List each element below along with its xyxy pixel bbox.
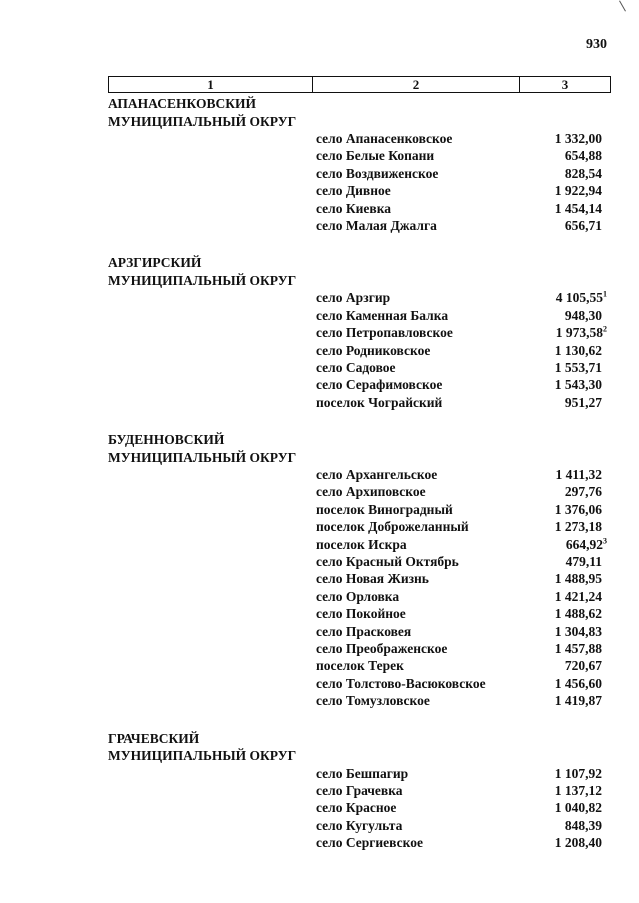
table-row [108,342,611,359]
locality-name: село Киевка [316,200,392,216]
value-number: 848,39 [564,817,602,833]
locality-name: село Грачевка [316,782,403,798]
locality-value [548,324,607,341]
locality-value [548,605,602,622]
locality-value [548,182,602,199]
locality-name: село Прасковея [316,623,412,639]
locality-name: село Архиповское [316,484,426,500]
district-block [108,429,611,709]
locality-name: село Красное [316,800,397,816]
value-number: 1 973,58 [555,325,603,341]
locality-name: село Преображенское [316,640,448,656]
table-row [108,675,611,692]
locality-name: поселок Доброжеланный [316,519,469,535]
locality-value [548,675,602,692]
value-number: 1 922,94 [554,183,602,199]
value-number: 1 488,95 [554,571,602,587]
locality-value [548,376,602,393]
locality-value [548,782,602,799]
locality-name: село Воздвиженское [316,165,439,181]
locality-value [548,130,602,147]
table-row [108,536,611,553]
locality-value [548,553,602,570]
district-block [108,252,611,411]
table-row [108,200,611,217]
table-row [108,483,611,500]
district-name-line1: БУДЕННОВСКИЙ [108,432,225,448]
locality-value [548,834,602,851]
table-row [108,130,611,147]
value-number: 951,27 [564,394,602,410]
header-col-2: 2 [313,77,520,92]
value-number: 1 421,24 [554,588,602,604]
value-number: 1 419,87 [554,693,602,709]
locality-name: село Дивное [316,183,391,199]
locality-value [548,799,602,816]
footnote-marker: 2 [603,324,607,334]
locality-name: поселок Чограйский [316,394,443,410]
value-number: 656,71 [564,217,602,233]
locality-value [548,623,602,640]
locality-value [548,483,602,500]
locality-value [548,147,602,164]
value-number: 1 208,40 [554,835,602,851]
table-row [108,376,611,393]
footnote-marker: 3 [603,536,607,546]
table-row [108,165,611,182]
page-number: 930 [586,37,607,52]
locality-name: село Новая Жизнь [316,571,429,587]
district-name-line1: АПАНАСЕНКОВСКИЙ [108,96,256,111]
table-row [108,324,611,341]
table-row [108,765,611,782]
district-name [108,252,328,289]
locality-name: село Белые Копани [316,148,435,164]
table-row [108,623,611,640]
locality-name: село Покойное [316,606,406,622]
district-block [108,93,611,234]
table-row [108,518,611,535]
header-col-1: 1 [109,77,313,92]
district-name-line2: МУНИЦИПАЛЬНЫЙ ОКРУГ [108,449,297,465]
value-number: 828,54 [564,165,602,181]
locality-value [548,165,602,182]
table-row [108,394,611,411]
locality-name: село Бешпагир [316,765,409,781]
district-name-line1: ГРАЧЕВСКИЙ [108,730,200,746]
value-number: 1 456,60 [554,675,602,691]
locality-name: село Орловка [316,588,400,604]
locality-name: село Красный Октябрь [316,554,459,570]
locality-name: село Родниковское [316,342,431,358]
locality-value [548,200,602,217]
table-row [108,570,611,587]
locality-value [548,640,602,657]
locality-name: село Архангельское [316,467,438,483]
table-row [108,657,611,674]
table-row [108,217,611,234]
table-row [108,588,611,605]
value-number: 297,76 [564,484,602,500]
locality-name: село Толстово-Васюковское [316,675,486,691]
table-row [108,307,611,324]
locality-value [548,570,602,587]
settlements-table [108,76,611,852]
table-row [108,147,611,164]
locality-name: село Кугульта [316,817,403,833]
locality-value [548,518,602,535]
locality-value [548,466,602,483]
locality-value [548,307,602,324]
value-number: 1 488,62 [554,606,602,622]
locality-name: село Сергиевское [316,835,423,851]
district-name-line2: МУНИЦИПАЛЬНЫЙ ОКРУГ [108,272,297,288]
value-number: 664,92 [565,536,603,552]
value-number: 1 553,71 [554,359,602,375]
locality-value [548,342,602,359]
table-row [108,782,611,799]
locality-name: поселок Терек [316,658,404,674]
value-number: 720,67 [564,658,602,674]
locality-name: село Петропавловское [316,325,453,341]
district-name-line1: АРЗГИРСКИЙ [108,255,202,271]
locality-value [548,765,602,782]
header-col-3: 3 [561,77,569,92]
district-block [108,728,611,852]
table-row [108,182,611,199]
table-row [108,817,611,834]
district-name [108,93,328,130]
table-header [108,76,611,93]
district-name-line2: МУНИЦИПАЛЬНЫЙ ОКРУГ [108,748,297,764]
table-row [108,834,611,851]
scan-edge-mark [619,1,626,12]
value-number: 1 273,18 [554,519,602,535]
locality-name: село Апанасенковское [316,131,453,146]
locality-value [548,289,607,306]
district-name-line2: МУНИЦИПАЛЬНЫЙ ОКРУГ [108,113,297,129]
table-row [108,799,611,816]
table-row [108,605,611,622]
value-number: 1 130,62 [554,342,602,358]
value-number: 1 137,12 [554,782,602,798]
locality-value [548,359,602,376]
locality-name: поселок Искра [316,536,407,552]
table-row [108,289,611,306]
locality-value [548,536,607,553]
value-number: 479,11 [565,554,602,570]
value-number: 1 411,32 [555,467,602,483]
locality-value [548,501,602,518]
table-row [108,553,611,570]
value-number: 1 376,06 [554,501,602,517]
locality-value [548,692,602,709]
locality-name: село Малая Джалга [316,217,437,233]
table-body [108,93,611,852]
table-row [108,692,611,709]
value-number: 654,88 [564,148,602,164]
locality-name: село Томузловское [316,693,430,709]
value-number: 948,30 [564,307,602,323]
footnote-marker: 1 [603,289,607,299]
locality-name: село Арзгир [316,290,391,306]
locality-name: село Серафимовское [316,377,443,393]
table-row [108,640,611,657]
locality-value [548,588,602,605]
value-number: 1 543,30 [554,377,602,393]
value-number: 1 304,83 [554,623,602,639]
table-row [108,501,611,518]
locality-value [548,394,602,411]
value-number: 1 457,88 [554,640,602,656]
value-number: 1 454,14 [554,200,602,216]
table-row [108,359,611,376]
value-number: 1 040,82 [554,800,602,816]
locality-value [548,217,602,234]
table-row [108,466,611,483]
value-number: 4 105,55 [555,290,603,306]
locality-value [548,657,602,674]
district-name [108,429,328,466]
district-name [108,728,328,765]
locality-name: село Садовое [316,359,396,375]
value-number: 1 332,00 [554,131,602,146]
value-number: 1 107,92 [554,765,602,781]
locality-name: поселок Виноградный [316,501,453,517]
locality-name: село Каменная Балка [316,307,449,323]
locality-value [548,817,602,834]
